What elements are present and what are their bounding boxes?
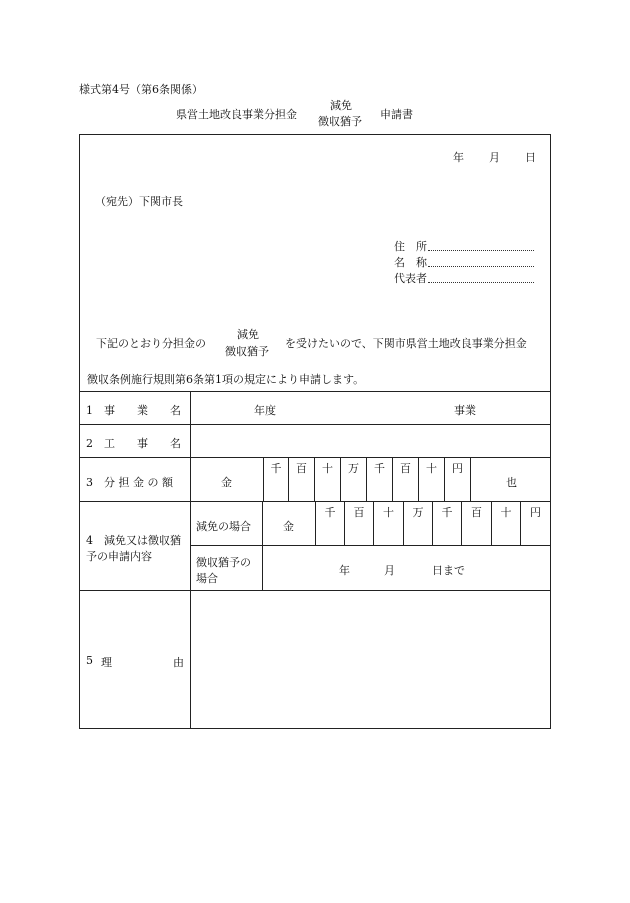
row3-unit: 十 [426, 462, 437, 475]
applicant-rep-label: 代表者 [394, 272, 427, 285]
row4a-label: 減免の場合 [196, 520, 251, 533]
addressee: （宛先）下関市長 [95, 195, 183, 208]
row5-reason-input[interactable] [192, 592, 549, 727]
row5-label-a: 理 [101, 656, 112, 669]
row2-label: 2 工 事 名 [86, 437, 181, 450]
row4a-unit: 十 [383, 506, 394, 519]
row3-unit: 千 [270, 462, 282, 475]
form-number: 様式第4号（第6条関係） [79, 83, 203, 96]
title-option-reduction: 減免 [330, 99, 352, 112]
body-option-deferral: 徴収猶予 [225, 345, 269, 358]
date-month: 月 [489, 151, 500, 164]
row4b-year: 年 [339, 564, 350, 577]
title-prefix: 県営土地改良事業分担金 [176, 108, 297, 121]
date-day: 日 [525, 151, 536, 164]
date-year: 年 [453, 151, 464, 164]
applicant-rep-line[interactable] [428, 282, 534, 283]
row4a-amount-input[interactable] [316, 520, 550, 544]
row2-input-area[interactable] [192, 426, 549, 456]
applicant-address-line[interactable] [428, 250, 534, 251]
row4a-unit: 百 [471, 506, 482, 519]
row4b-date-input[interactable] [263, 547, 550, 589]
row3-label: 3 分 担 金 の 額 [86, 476, 173, 489]
row5-label-num: 5 [86, 654, 93, 667]
row4a-unit: 万 [412, 506, 424, 519]
row3-unit: 円 [452, 462, 463, 475]
applicant-name-label: 名 称 [394, 256, 427, 269]
row4-label-line1: 4 減免又は徴収猶 [86, 534, 181, 547]
title-option-deferral: 徴収猶予 [318, 115, 362, 128]
body-text-3: 徴収条例施行規則第6条第1項の規定により申請します。 [87, 373, 365, 386]
applicant-name-line[interactable] [428, 266, 534, 267]
row3-ya: 也 [506, 476, 517, 489]
body-option-reduction: 減免 [237, 328, 259, 341]
row4b-month: 月 [384, 564, 395, 577]
row3-unit: 十 [322, 462, 333, 475]
row4b-label-line1: 徴収猶予の [196, 556, 251, 569]
row4a-unit: 十 [500, 506, 512, 519]
row1-year: 年度 [254, 404, 276, 417]
row3-amount-input[interactable] [264, 475, 470, 500]
row3-kin: 金 [221, 476, 232, 489]
row4b-label-line2: 場合 [196, 572, 218, 585]
row4a-unit: 百 [353, 506, 365, 519]
body-text-2: を受けたいので、下関市県営土地改良事業分担金 [285, 337, 527, 350]
row3-unit: 百 [296, 462, 307, 475]
applicant-address-label: 住 所 [394, 240, 427, 253]
row3-unit: 万 [348, 462, 359, 475]
title-suffix: 申請書 [380, 108, 413, 121]
row3-unit: 百 [400, 462, 411, 475]
row5-label-b: 由 [173, 656, 184, 669]
row4a-unit: 千 [441, 506, 453, 519]
row4b-day: 日まで [432, 564, 465, 577]
body-text-1: 下記のとおり分担金の [96, 337, 206, 350]
row1-label: 1 事 業 名 [86, 404, 181, 417]
row4-label-line2: 予の申請内容 [86, 550, 152, 563]
row4a-kin: 金 [283, 520, 294, 533]
row1-project: 事業 [454, 404, 476, 417]
row4a-unit: 千 [324, 506, 336, 519]
row4a-unit: 円 [530, 506, 541, 519]
row3-unit: 千 [374, 462, 385, 475]
row1-input-area[interactable] [192, 393, 549, 423]
